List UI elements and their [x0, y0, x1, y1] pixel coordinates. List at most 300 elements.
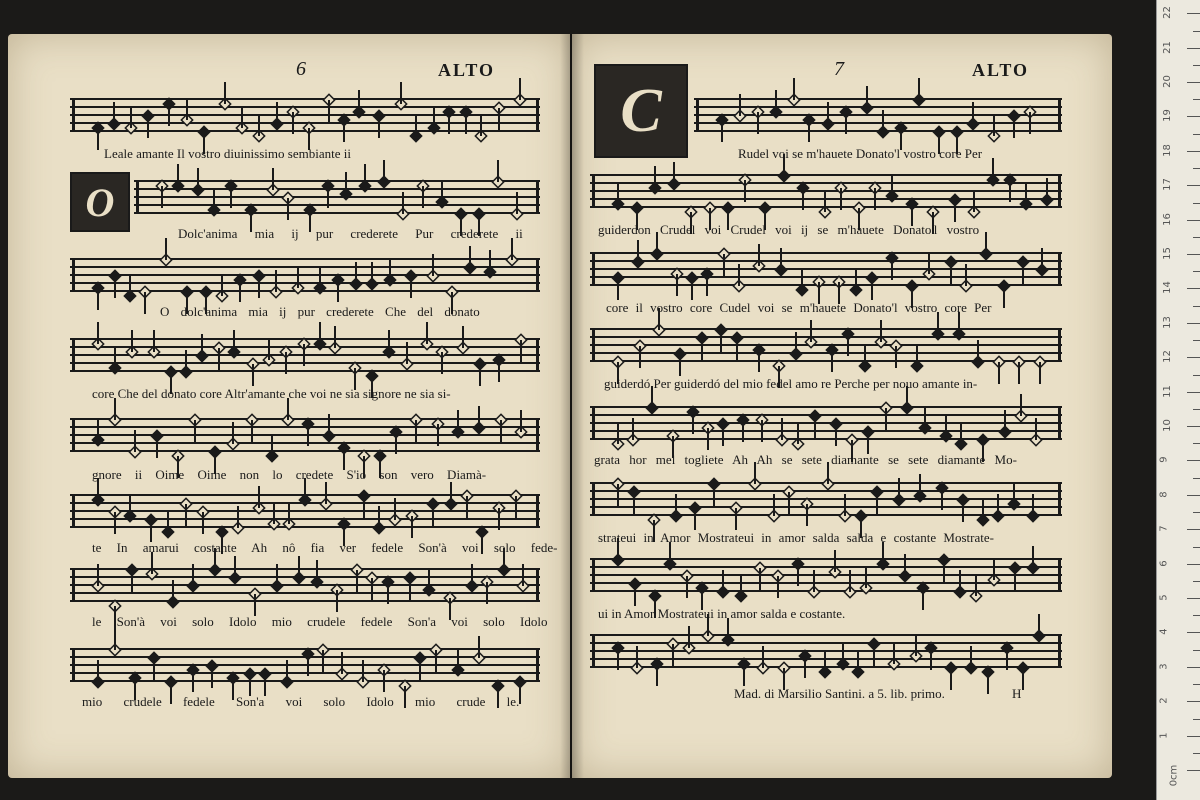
- note: [790, 332, 801, 360]
- note: [124, 494, 135, 522]
- source-citation: Mad. di Marsilio Santini. a 5. lib. primo.: [734, 686, 945, 701]
- clef-mark: [136, 180, 139, 214]
- note: [247, 358, 258, 386]
- note: [612, 182, 623, 210]
- note: [401, 342, 412, 370]
- ruler-unit-label: 0cm: [1168, 764, 1180, 787]
- note: [717, 570, 728, 598]
- note: [196, 334, 207, 362]
- note: [837, 642, 848, 670]
- note: [702, 422, 713, 450]
- ruler-label: 12: [1161, 350, 1173, 364]
- note: [1013, 356, 1024, 384]
- barline: [536, 258, 539, 292]
- note: [423, 568, 434, 596]
- lyric-line: mio crudele fedele Son'a voi solo Idolo mio crude le.: [82, 694, 520, 709]
- signature-mark: H: [1012, 686, 1022, 701]
- note: [819, 190, 830, 218]
- ruler-tick: [1193, 409, 1200, 410]
- note: [148, 652, 159, 680]
- ruler-tick: [1187, 770, 1200, 771]
- ruler-tick: [1187, 357, 1200, 358]
- barline: [536, 418, 539, 452]
- note: [730, 502, 741, 530]
- ruler-tick: [1193, 478, 1200, 479]
- ruler-tick: [1187, 598, 1200, 599]
- ruler-tick: [1187, 185, 1200, 186]
- note: [142, 110, 153, 138]
- note: [213, 342, 224, 370]
- music-staff: [590, 558, 1062, 594]
- note: [869, 182, 880, 210]
- note: [410, 414, 421, 442]
- note: [109, 506, 120, 534]
- note: [1008, 482, 1019, 510]
- note: [772, 570, 783, 598]
- barline: [536, 494, 539, 528]
- note: [92, 282, 103, 310]
- ruler-tick: [1193, 237, 1200, 238]
- note: [886, 252, 897, 280]
- note: [716, 114, 727, 142]
- note: [151, 430, 162, 458]
- note: [357, 660, 368, 688]
- note: [323, 414, 334, 442]
- ruler-tick: [1187, 288, 1200, 289]
- note: [404, 572, 415, 600]
- ruler-label: 2: [1158, 697, 1170, 704]
- ruler-tick: [1187, 736, 1200, 737]
- note: [232, 506, 243, 534]
- note: [612, 422, 623, 450]
- ruler-label: 8: [1158, 491, 1170, 498]
- note: [511, 192, 522, 220]
- note: [757, 646, 768, 674]
- lyric-line: le Son'à voi solo Idolo mio crudele fedele Son'a voi solo Idolo: [92, 614, 548, 629]
- clef-mark: [72, 418, 75, 452]
- ruler-tick: [1187, 495, 1200, 496]
- note: [634, 340, 645, 368]
- note: [145, 514, 156, 542]
- ruler-tick: [1187, 220, 1200, 221]
- note: [92, 122, 103, 150]
- note: [390, 426, 401, 454]
- note: [689, 502, 700, 530]
- note: [631, 646, 642, 674]
- note: [227, 422, 238, 450]
- right-part-label: ALTO: [972, 60, 1030, 80]
- note: [452, 648, 463, 676]
- note: [417, 180, 428, 208]
- note: [701, 268, 712, 296]
- note: [460, 106, 471, 134]
- ruler-label: 16: [1161, 212, 1173, 226]
- note: [1001, 642, 1012, 670]
- note: [382, 576, 393, 604]
- ruler-tick: [1187, 701, 1200, 702]
- ruler-label: 1: [1158, 731, 1170, 739]
- note: [696, 332, 707, 360]
- note: [292, 266, 303, 294]
- note: [246, 414, 257, 442]
- note: [397, 192, 408, 220]
- note: [378, 664, 389, 692]
- note: [799, 650, 810, 678]
- note: [1027, 494, 1038, 522]
- clef-mark: [592, 634, 595, 668]
- note: [877, 110, 888, 138]
- note: [302, 418, 313, 446]
- note: [430, 644, 441, 672]
- note: [1004, 174, 1015, 202]
- note: [945, 256, 956, 284]
- ruler-tick: [1193, 547, 1200, 548]
- note: [481, 576, 492, 604]
- note: [803, 114, 814, 142]
- ruler-tick: [1193, 134, 1200, 135]
- ruler-tick: [1193, 753, 1200, 754]
- note: [840, 106, 851, 134]
- staff-notes: [590, 634, 1062, 694]
- note: [868, 638, 879, 666]
- note: [852, 650, 863, 678]
- note: [999, 410, 1010, 438]
- barline: [1058, 252, 1061, 286]
- measurement-ruler: [1156, 0, 1200, 800]
- note: [282, 192, 293, 220]
- music-staff: [70, 494, 540, 530]
- ruler-tick: [1193, 512, 1200, 513]
- ruler-label: 11: [1161, 384, 1173, 398]
- note: [405, 270, 416, 298]
- ruler-tick: [1187, 426, 1200, 427]
- note: [436, 180, 447, 208]
- note: [734, 94, 745, 122]
- note: [338, 442, 349, 470]
- lyric-line: guiderdon Crudel voi Crudel voi ij se m'hauete Donato'l vostro: [598, 222, 980, 237]
- music-staff: [134, 180, 540, 216]
- note: [756, 414, 767, 442]
- note: [957, 494, 968, 522]
- note: [670, 494, 681, 522]
- note: [890, 340, 901, 368]
- ruler-tick: [1187, 323, 1200, 324]
- note: [733, 264, 744, 292]
- note: [687, 406, 698, 434]
- ruler-tick: [1187, 254, 1200, 255]
- ruler-tick: [1193, 31, 1200, 32]
- note: [1024, 106, 1035, 134]
- note: [862, 426, 873, 454]
- note: [911, 344, 922, 372]
- note: [109, 346, 120, 374]
- note: [731, 332, 742, 360]
- barline: [536, 568, 539, 602]
- note: [775, 248, 786, 276]
- ruler-label: 10: [1161, 419, 1173, 432]
- ruler-label: 22: [1161, 6, 1173, 20]
- note: [940, 414, 951, 442]
- note: [708, 478, 719, 506]
- note: [427, 254, 438, 282]
- note: [737, 414, 748, 442]
- note: [373, 110, 384, 138]
- clef-mark: [592, 406, 595, 440]
- ruler-tick: [1193, 375, 1200, 376]
- note: [844, 570, 855, 598]
- note: [167, 580, 178, 608]
- note: [358, 490, 369, 518]
- note: [181, 98, 192, 126]
- ruler-label: 20: [1161, 75, 1173, 88]
- note: [432, 418, 443, 446]
- ruler-tick: [1193, 340, 1200, 341]
- note: [809, 410, 820, 438]
- book-gutter: [560, 34, 584, 778]
- note: [162, 510, 173, 538]
- drop-cap-left: O: [70, 172, 130, 232]
- note: [967, 102, 978, 130]
- barline: [1058, 482, 1061, 516]
- note: [314, 266, 325, 294]
- note: [752, 106, 763, 134]
- note: [208, 188, 219, 216]
- clef-mark: [592, 328, 595, 362]
- lyric-line: strateui in Amor Mostrateui in amor salda salda e costante Mostrate-: [598, 530, 994, 545]
- ruler-tick: [1187, 667, 1200, 668]
- lyric-line: gnore ii Oime Oime non lo credete S'io son vero Diamà-: [92, 467, 487, 482]
- note: [888, 642, 899, 670]
- clef-mark: [72, 98, 75, 132]
- note: [1030, 418, 1041, 446]
- ruler-label: 4: [1158, 628, 1170, 636]
- left-page-number: 6: [296, 58, 306, 80]
- note: [253, 270, 264, 298]
- note: [629, 578, 640, 606]
- note: [384, 258, 395, 286]
- drop-cap-right: C: [594, 64, 688, 158]
- note: [972, 340, 983, 368]
- note: [129, 430, 140, 458]
- note: [108, 102, 119, 130]
- note: [317, 644, 328, 672]
- barline: [536, 180, 539, 214]
- note: [406, 510, 417, 538]
- ruler-label: 3: [1158, 663, 1170, 670]
- barline: [536, 338, 539, 372]
- note: [1020, 182, 1031, 210]
- barline: [536, 98, 539, 132]
- note: [322, 180, 333, 208]
- note: [298, 338, 309, 366]
- clef-mark: [592, 482, 595, 516]
- note: [1008, 110, 1019, 138]
- note: [718, 248, 729, 276]
- note: [796, 268, 807, 296]
- ruler-label: 6: [1158, 559, 1170, 567]
- note: [517, 564, 528, 592]
- note: [783, 486, 794, 514]
- note: [612, 642, 623, 670]
- note: [738, 658, 749, 686]
- note: [627, 418, 638, 446]
- note: [156, 180, 167, 208]
- note: [753, 344, 764, 372]
- barline: [536, 648, 539, 682]
- lyric-line: te In amarui costante Ah nô fia ver fedele Son'à voi solo fede-: [92, 540, 558, 555]
- lyric-line: O dolc'anima mia ij pur crederete Che del donato: [160, 304, 480, 319]
- note: [125, 106, 136, 134]
- note: [982, 666, 993, 694]
- note: [92, 660, 103, 688]
- barline: [1058, 634, 1061, 668]
- ruler-tick: [1187, 392, 1200, 393]
- ruler-tick: [1187, 13, 1200, 14]
- note: [919, 406, 930, 434]
- note: [389, 498, 400, 526]
- note: [270, 270, 281, 298]
- music-staff: [70, 568, 540, 604]
- note: [899, 554, 910, 582]
- music-staff: [590, 328, 1062, 364]
- ruler-tick: [1193, 99, 1200, 100]
- clef-mark: [72, 258, 75, 292]
- note: [336, 652, 347, 680]
- note: [970, 574, 981, 602]
- ruler-tick: [1193, 684, 1200, 685]
- ruler-label: 7: [1158, 525, 1170, 532]
- note: [715, 324, 726, 352]
- note: [302, 648, 313, 676]
- note: [886, 174, 897, 202]
- note: [739, 174, 750, 202]
- clef-mark: [72, 568, 75, 602]
- note: [510, 490, 521, 518]
- note: [410, 114, 421, 142]
- note: [163, 98, 174, 126]
- music-staff: [70, 338, 540, 374]
- note: [427, 498, 438, 526]
- note: [612, 478, 623, 506]
- music-staff: [694, 98, 1062, 134]
- note: [866, 272, 877, 300]
- note: [1041, 178, 1052, 206]
- clef-mark: [72, 338, 75, 372]
- note: [1009, 562, 1020, 590]
- note: [350, 262, 361, 290]
- clef-mark: [696, 98, 699, 132]
- note: [197, 506, 208, 534]
- note: [236, 106, 247, 134]
- note: [283, 502, 294, 530]
- ruler-label: 14: [1161, 281, 1173, 295]
- note: [977, 498, 988, 526]
- note: [686, 272, 697, 300]
- note: [792, 558, 803, 586]
- ruler-tick: [1187, 460, 1200, 461]
- note: [495, 414, 506, 442]
- note: [493, 102, 504, 130]
- note: [808, 570, 819, 598]
- note: [466, 564, 477, 592]
- note: [735, 574, 746, 602]
- note: [954, 570, 965, 598]
- music-staff: [590, 634, 1062, 670]
- note: [797, 182, 808, 210]
- note: [860, 566, 871, 594]
- ruler-tick: [1187, 151, 1200, 152]
- note: [139, 286, 150, 314]
- note: [180, 350, 191, 378]
- music-staff: [70, 258, 540, 294]
- lyric-line: Rudel voi se m'hauete Donato'l vostro core Per: [738, 146, 983, 161]
- note: [92, 418, 103, 446]
- note: [671, 268, 682, 296]
- note: [280, 346, 291, 374]
- note: [249, 588, 260, 616]
- note: [206, 660, 217, 688]
- ruler-label: 19: [1161, 109, 1173, 123]
- note: [880, 402, 891, 430]
- ruler-label: 17: [1161, 178, 1173, 192]
- note: [910, 634, 921, 662]
- lyric-line: core Che del donato core Altr'amante che voi ne sia signore ne sia si-: [92, 386, 451, 401]
- note: [988, 114, 999, 142]
- lyric-line: Dolc'anima mia ij pur crederete Pur crederete ii: [178, 226, 523, 241]
- clef-mark: [72, 494, 75, 528]
- note: [1017, 256, 1028, 284]
- note: [776, 418, 787, 446]
- note: [244, 668, 255, 696]
- barline: [1058, 558, 1061, 592]
- ruler-tick: [1193, 271, 1200, 272]
- ruler-tick: [1193, 443, 1200, 444]
- note: [792, 422, 803, 450]
- note: [993, 356, 1004, 384]
- ruler-tick: [1193, 650, 1200, 651]
- note: [373, 506, 384, 534]
- note: [414, 652, 425, 680]
- note: [925, 642, 936, 670]
- note: [92, 564, 103, 592]
- note: [960, 264, 971, 292]
- note: [945, 662, 956, 690]
- note: [819, 650, 830, 678]
- note: [268, 502, 279, 530]
- music-staff: [70, 98, 540, 134]
- note: [187, 664, 198, 692]
- note: [271, 564, 282, 592]
- ruler-label: 18: [1161, 143, 1173, 157]
- note: [474, 358, 485, 386]
- note: [859, 344, 870, 372]
- note: [271, 102, 282, 130]
- left-part-label: ALTO: [438, 60, 496, 80]
- note: [436, 346, 447, 374]
- clef-mark: [592, 174, 595, 208]
- clef-mark: [592, 558, 595, 592]
- note: [281, 660, 292, 688]
- note: [651, 658, 662, 686]
- note: [259, 668, 270, 696]
- note: [871, 486, 882, 514]
- note: [992, 494, 1003, 522]
- note: [187, 564, 198, 592]
- note: [968, 190, 979, 218]
- note: [830, 418, 841, 446]
- note: [124, 274, 135, 302]
- note: [493, 354, 504, 382]
